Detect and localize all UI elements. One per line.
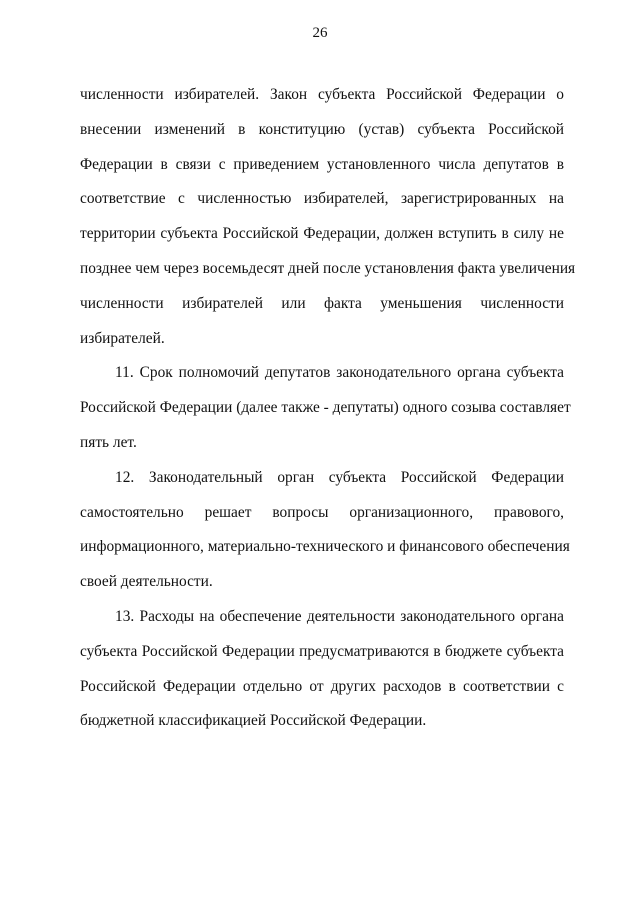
- text-line: 13. Расходы на обеспечение деятельности законодательного органа: [115, 607, 564, 625]
- page-number: 26: [312, 25, 328, 41]
- paragraph-continuation: [80, 78, 576, 356]
- text-line: территории субъекта Российской Федерации, должен вступить в силу не: [80, 225, 564, 243]
- text-line: самостоятельно решает вопросы организационного, правового,: [80, 503, 564, 521]
- text-line: Российской Федерации отдельно от других расходов в соответствии с: [80, 677, 564, 695]
- text-line: избирателей.: [80, 329, 165, 347]
- text-line: своей деятельности.: [80, 573, 213, 591]
- text-line: численности избирателей или факта уменьшения численности: [80, 294, 564, 312]
- text-line: субъекта Российской Федерации предусматриваются в бюджете субъекта: [80, 642, 564, 660]
- paragraph-13: [80, 600, 564, 739]
- text-line: Федерации в связи с приведением установленного числа депутатов в: [80, 155, 564, 173]
- document-body: [80, 78, 576, 739]
- text-line: 11. Срок полномочий депутатов законодательного органа субъекта: [115, 364, 564, 382]
- text-line: пять лет.: [80, 433, 137, 451]
- text-line: внесении изменений в конституцию (устав) субъекта Российской: [80, 120, 564, 138]
- paragraph-12: [80, 461, 570, 600]
- text-line: позднее чем через восемьдесят дней после установления факта увеличения: [80, 259, 576, 277]
- text-line: информационного, материально-технического и финансового обеспечения: [80, 538, 570, 556]
- text-line: соответствие с численностью избирателей, зарегистрированных на: [80, 190, 564, 208]
- text-line: 12. Законодательный орган субъекта Российской Федерации: [115, 468, 564, 486]
- text-line: численности избирателей. Закон субъекта Российской Федерации о: [80, 86, 564, 103]
- text-line: бюджетной классификацией Российской Федерации.: [80, 712, 427, 730]
- text-line: Российской Федерации (далее также - депутаты) одного созыва составляет: [80, 399, 571, 417]
- paragraph-11: [80, 356, 571, 460]
